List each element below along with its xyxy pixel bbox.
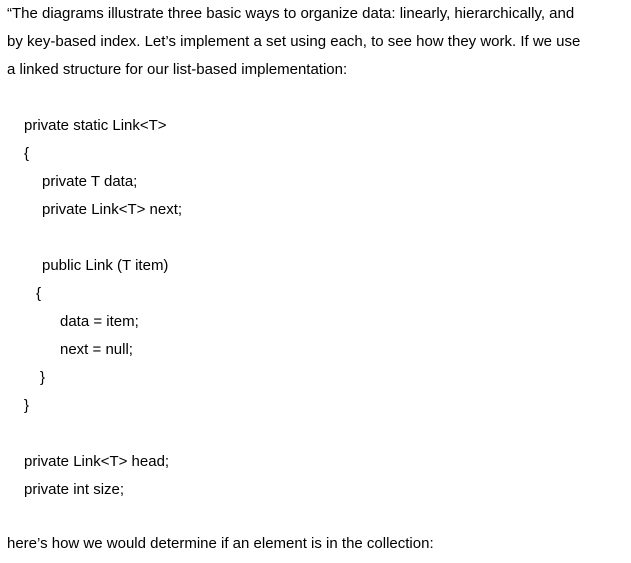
code-line: data = item; — [60, 313, 139, 330]
code-line: { — [36, 285, 42, 302]
code-line: next = null; — [60, 341, 133, 358]
code-line: private T data; — [42, 173, 138, 190]
outro-paragraph: here’s how we would determine if an element is in the collection: — [7, 535, 434, 552]
intro-line: a linked structure for our list-based implementation: — [7, 61, 348, 78]
code-line: } — [40, 369, 46, 386]
code-line: public Link (T item) — [42, 257, 169, 274]
code-line: private int size; — [24, 481, 125, 498]
code-line: { — [24, 145, 30, 162]
code-line: } — [24, 397, 30, 414]
intro-paragraph — [7, 0, 627, 84]
intro-line: “The diagrams illustrate three basic ways to organize data: linearly, hierarchically, and — [7, 5, 575, 22]
code-line: private static Link<T> — [24, 117, 167, 134]
code-line: private Link<T> head; — [24, 453, 170, 470]
code-line: private Link<T> next; — [42, 201, 183, 218]
intro-line: by key-based index. Let’s implement a set using each, to see how they work. If we use — [7, 33, 581, 50]
